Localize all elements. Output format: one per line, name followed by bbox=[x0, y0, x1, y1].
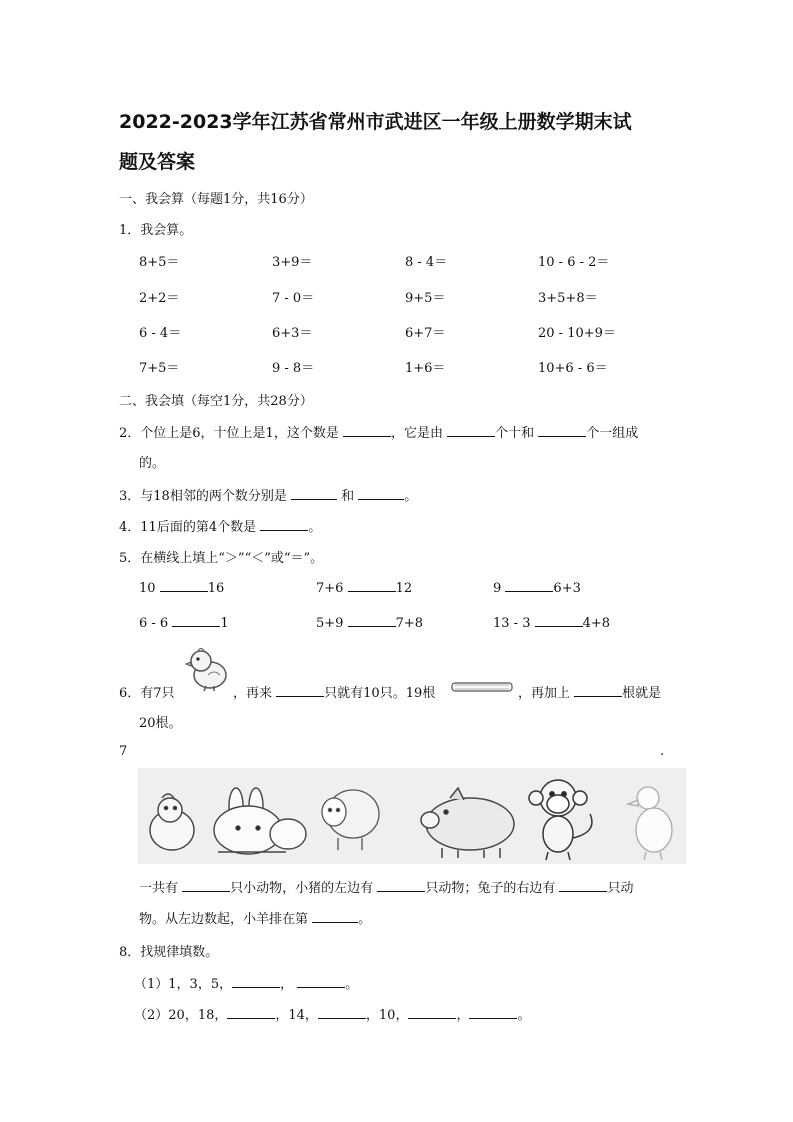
calc-1-3: 8 - 4＝ bbox=[405, 255, 448, 270]
calc-1-1: 8+5＝ bbox=[139, 255, 180, 270]
chick-icon bbox=[184, 645, 232, 693]
compare-item: 7+6 12 bbox=[316, 581, 413, 596]
answer-blank[interactable] bbox=[343, 424, 391, 437]
question-8: 8．找规律填数。 bbox=[119, 945, 219, 960]
stick-bundle-icon bbox=[450, 680, 516, 694]
animals-illustration bbox=[138, 768, 686, 864]
calc-3-1: 6 - 4＝ bbox=[139, 326, 182, 341]
answer-blank[interactable] bbox=[172, 614, 220, 627]
question-7-dot: . bbox=[660, 744, 665, 759]
q6-text-a: 6．有7只 bbox=[119, 686, 175, 701]
page-title-line2: 题及答案 bbox=[119, 151, 196, 173]
question-8-line2: （2）20，18， ，14， ，10， ， 。 bbox=[134, 1008, 531, 1023]
calc-4-3: 1+6＝ bbox=[405, 361, 446, 376]
question-7-line1: 一共有 只小动物，小猪的左边有 只动物；兔子的右边有 只动 bbox=[139, 881, 634, 896]
question-7-line2: 物。从左边数起，小羊排在第 。 bbox=[139, 912, 372, 927]
answer-blank[interactable] bbox=[348, 579, 396, 592]
section-2-heading: 二、我会填（每空1分，共28分） bbox=[119, 394, 313, 409]
answer-blank[interactable] bbox=[505, 579, 553, 592]
q6-text-c: ，再加上 根就是 bbox=[518, 686, 662, 701]
compare-item: 13 - 3 4+8 bbox=[493, 616, 611, 631]
calc-2-2: 7 - 0＝ bbox=[272, 291, 315, 306]
question-2-cont: 的。 bbox=[139, 456, 166, 471]
answer-blank[interactable] bbox=[559, 879, 607, 892]
answer-blank[interactable] bbox=[232, 975, 280, 988]
compare-item: 6 - 6 1 bbox=[139, 616, 229, 631]
calc-2-3: 9+5＝ bbox=[405, 291, 446, 306]
calc-3-2: 6+3＝ bbox=[272, 326, 313, 341]
sheep-icon bbox=[322, 790, 379, 850]
calc-2-1: 2+2＝ bbox=[139, 291, 180, 306]
compare-item: 10 16 bbox=[139, 581, 225, 596]
question-3: 3．与18相邻的两个数分别是 和 。 bbox=[119, 489, 418, 504]
question-8-line1: （1）1，3，5， ， 。 bbox=[134, 977, 359, 992]
question-7-number: 7 bbox=[119, 744, 128, 759]
answer-blank[interactable] bbox=[377, 879, 425, 892]
answer-blank[interactable] bbox=[447, 424, 495, 437]
calc-3-4: 20 - 10+9＝ bbox=[538, 326, 616, 341]
compare-item: 5+9 7+8 bbox=[316, 616, 424, 631]
calc-4-4: 10+6 - 6＝ bbox=[538, 361, 608, 376]
q6-text-b: ，再来 只就有10只。19根 bbox=[233, 686, 436, 701]
answer-blank[interactable] bbox=[260, 518, 308, 531]
question-4: 4．11后面的第4个数是 。 bbox=[119, 520, 322, 535]
calc-1-2: 3+9＝ bbox=[272, 255, 313, 270]
answer-blank[interactable] bbox=[538, 424, 586, 437]
chick-icon bbox=[150, 794, 194, 850]
page-title-line1: 2022-2023学年江苏省常州市武进区一年级上册数学期末试 bbox=[119, 111, 632, 133]
answer-blank[interactable] bbox=[276, 684, 324, 697]
calc-2-4: 3+5+8＝ bbox=[538, 291, 598, 306]
calc-1-4: 10 - 6 - 2＝ bbox=[538, 255, 610, 270]
monkey-icon bbox=[529, 780, 592, 860]
answer-blank[interactable] bbox=[358, 487, 404, 500]
question-5: 5．在横线上填上“＞”“＜”或“＝”。 bbox=[119, 551, 324, 566]
rabbit-icon bbox=[214, 788, 306, 854]
q6-text-d: 20根。 bbox=[139, 716, 182, 731]
answer-blank[interactable] bbox=[318, 1006, 366, 1019]
answer-blank[interactable] bbox=[160, 579, 208, 592]
answer-blank[interactable] bbox=[297, 975, 345, 988]
answer-blank[interactable] bbox=[574, 684, 622, 697]
calc-4-1: 7+5＝ bbox=[139, 361, 180, 376]
question-2: 2．个位上是6，十位上是1，这个数是 ，它是由 个十和 个一组成 bbox=[119, 426, 639, 441]
question-1: 1．我会算。 bbox=[119, 223, 193, 238]
answer-blank[interactable] bbox=[227, 1006, 275, 1019]
answer-blank[interactable] bbox=[408, 1006, 456, 1019]
answer-blank[interactable] bbox=[312, 910, 358, 923]
compare-item: 9 6+3 bbox=[493, 581, 581, 596]
calc-4-2: 9 - 8＝ bbox=[272, 361, 315, 376]
section-1-heading: 一、我会算（每题1分，共16分） bbox=[119, 192, 313, 207]
answer-blank[interactable] bbox=[291, 487, 337, 500]
answer-blank[interactable] bbox=[348, 614, 396, 627]
duck-icon bbox=[628, 787, 672, 860]
answer-blank[interactable] bbox=[469, 1006, 517, 1019]
pig-icon bbox=[421, 788, 514, 858]
calc-3-3: 6+7＝ bbox=[405, 326, 446, 341]
answer-blank[interactable] bbox=[182, 879, 230, 892]
answer-blank[interactable] bbox=[535, 614, 583, 627]
